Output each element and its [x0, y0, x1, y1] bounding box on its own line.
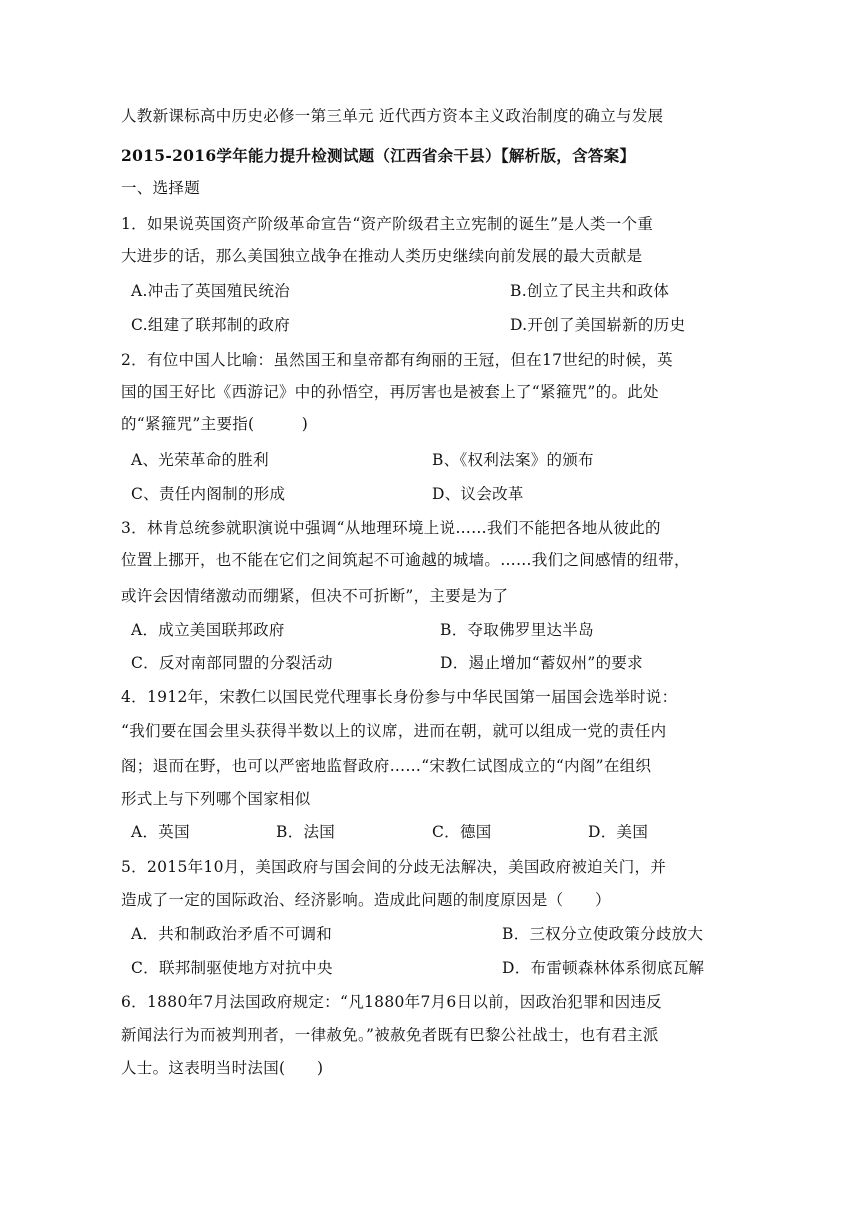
question-2-option-c: C、责任内阁制的形成 — [131, 485, 286, 503]
question-1-line-1: 1．如果说英国资产阶级革命宣告“资产阶级君主立宪制的诞生”是人类一个重 — [121, 215, 654, 233]
question-4-option-a: A．英国 — [131, 823, 190, 841]
question-4-option-d: D．美国 — [588, 823, 649, 841]
question-2-line-2: 国的国王好比《西游记》中的孙悟空，再厉害也是被套上了“紧箍咒”的。此处 — [121, 383, 659, 401]
question-2-option-d: D、议会改革 — [432, 485, 524, 503]
question-6-line-3: 人士。这表明当时法国( ) — [121, 1059, 324, 1077]
question-5-option-a: A．共和制政治矛盾不可调和 — [131, 925, 333, 943]
question-1-option-d: D.开创了美国崭新的历史 — [510, 316, 686, 334]
question-5-option-b: B．三权分立使政策分歧放大 — [502, 925, 704, 943]
doc-title-line-2: 2015-2016学年能力提升检测试题（江西省余干县）【解析版，含答案】 — [121, 146, 636, 165]
question-3-line-1: 3．林肯总统参就职演说中强调“从地理环境上说……我们不能把各地从彼此的 — [121, 519, 661, 537]
question-3-option-a: A．成立美国联邦政府 — [131, 621, 285, 639]
question-1-option-a: A.冲击了英国殖民统治 — [131, 282, 290, 300]
section-heading: 一、选择题 — [121, 179, 201, 197]
question-2-line-1: 2．有位中国人比喻：虽然国王和皇帝都有绚丽的王冠，但在17世纪的时候，英 — [121, 351, 673, 369]
question-4-line-1: 4．1912年，宋教仁以国民党代理事长身份参与中华民国第一届国会选举时说： — [121, 688, 678, 706]
question-3-option-d: D．遏止增加“蓄奴州”的要求 — [440, 654, 643, 672]
question-5-option-c: C．联邦制驱使地方对抗中央 — [131, 959, 333, 977]
question-5-line-2: 造成了一定的国际政治、经济影响。造成此问题的制度原因是（ ） — [121, 891, 611, 909]
question-2-option-a: A、光荣革命的胜利 — [131, 451, 269, 469]
question-1-option-b: B.创立了民主共和政体 — [510, 282, 670, 300]
question-4-option-b: B．法国 — [276, 823, 336, 841]
doc-title-line-1: 人教新课标高中历史必修一第三单元 近代西方资本主义政治制度的确立与发展 — [121, 107, 664, 125]
question-1-line-2: 大进步的话，那么美国独立战争在推动人类历史继续向前发展的最大贡献是 — [121, 247, 643, 265]
question-5-line-1: 5．2015年10月，美国政府与国会间的分歧无法解决，美国政府被迫关门，并 — [121, 858, 667, 876]
question-2-option-b: B、《权利法案》的颁布 — [432, 451, 594, 469]
question-4-line-4: 形式上与下列哪个国家相似 — [121, 790, 311, 808]
question-1-option-c: C.组建了联邦制的政府 — [131, 316, 291, 334]
question-2-line-3: 的“紧箍咒”主要指( ) — [121, 415, 309, 433]
question-4-line-2: “我们要在国会里头获得半数以上的议席，进而在朝，就可以组成一党的责任内 — [121, 722, 667, 740]
question-3-line-3: 或许会因情绪激动而绷紧，但决不可折断”，主要是为了 — [121, 587, 509, 605]
question-6-line-1: 6．1880年7月法国政府规定：“凡1880年7月6日以前，因政治犯罪和因违反 — [121, 993, 662, 1011]
question-3-option-b: B．夺取佛罗里达半岛 — [440, 621, 594, 639]
question-4-option-c: C．德国 — [432, 823, 492, 841]
question-3-option-c: C．反对南部同盟的分裂活动 — [131, 654, 333, 672]
question-5-option-d: D．布雷顿森林体系彻底瓦解 — [502, 959, 705, 977]
question-3-line-2: 位置上挪开，也不能在它们之间筑起不可逾越的城墙。……我们之间感情的纽带， — [121, 551, 690, 569]
question-6-line-2: 新闻法行为而被判刑者，一律赦免。”被赦免者既有巴黎公社战士，也有君主派 — [121, 1026, 659, 1044]
question-4-line-3: 阁；退而在野，也可以严密地监督政府……“宋教仁试图成立的“内阁”在组织 — [121, 757, 652, 775]
